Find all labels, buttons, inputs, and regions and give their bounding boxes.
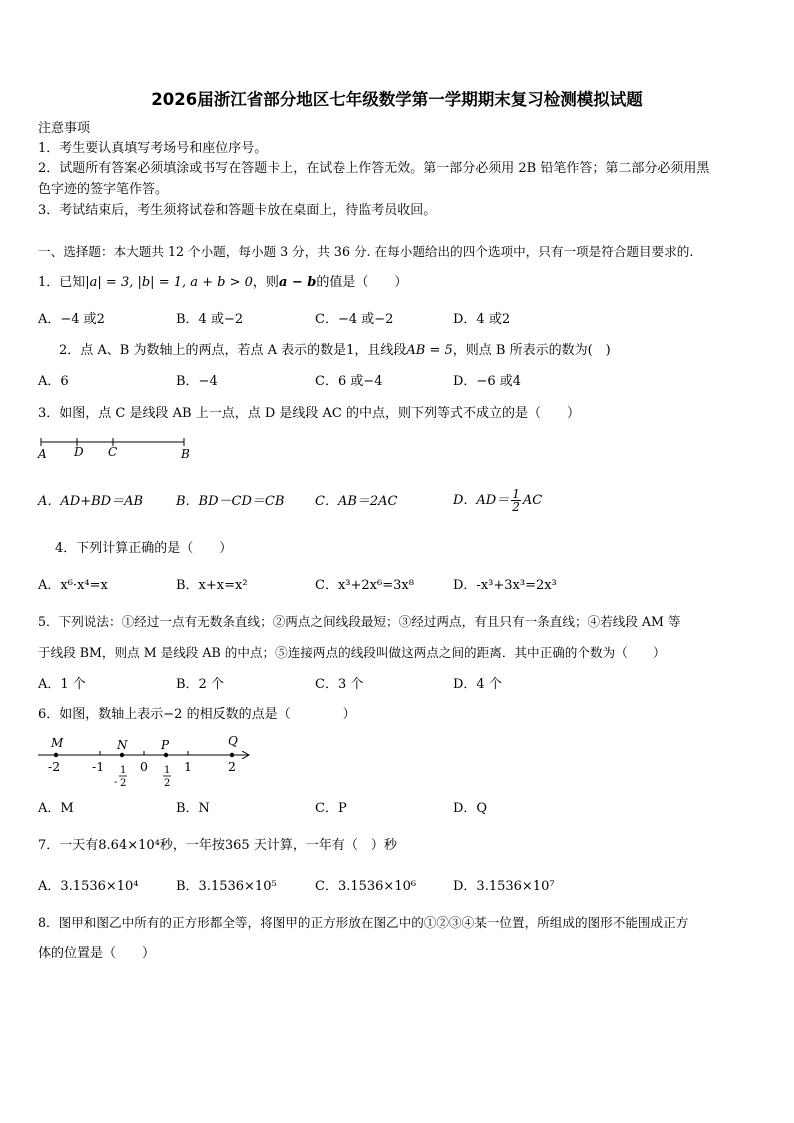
q2-option-b: B．−4 <box>176 374 218 389</box>
question-7-stem <box>38 837 397 855</box>
label-q: Q <box>228 734 238 748</box>
tick-label-1: 1 <box>184 759 192 774</box>
point-m <box>54 753 58 757</box>
q6-option-d: D．Q <box>453 801 488 816</box>
q3-option-a: A．AD+BD＝AB <box>38 494 144 509</box>
q1-stem-post: 的值是（ ） <box>316 275 408 290</box>
frac-pos-numerator: 1 <box>164 765 171 776</box>
q2-stem-pre: 2．点 A、B 为数轴上的两点，若点 A 表示的数是1，且线段 <box>59 343 407 358</box>
frac-neg-denominator: 2 <box>120 778 127 789</box>
q1-stem-pre: 1．已知 <box>38 275 86 290</box>
q3-option-b: B．BD－CD＝CB <box>176 494 285 509</box>
q5-option-b: B．2 个 <box>176 677 224 692</box>
q7-option-c: C．3.1536×10⁶ <box>315 879 417 894</box>
q4-option-c: C．x³+2x⁶=3x⁸ <box>315 578 414 593</box>
q1-option-a: A．−4 或2 <box>38 312 105 327</box>
q1-expr: |a| = 3, |b| = 1, a + b > 0 <box>85 275 253 290</box>
frac-pos-denominator: 2 <box>164 778 171 789</box>
label-n: N <box>117 738 128 752</box>
label-p: P <box>161 738 170 752</box>
q2-option-d: D．−6 或4 <box>453 374 521 389</box>
label-m: M <box>51 736 64 750</box>
q1-option-b: B．4 或−2 <box>176 312 244 327</box>
q3-option-d-pre: D．AD＝ <box>453 493 510 508</box>
q7-stem-post: 秒，一年按365 天计算，一年有（ ）秒 <box>159 838 397 853</box>
fraction-numerator: 1 <box>512 487 520 501</box>
question-2-stem <box>59 342 611 360</box>
point-q <box>230 753 234 757</box>
fraction-denominator: 2 <box>512 500 520 514</box>
q5-option-c: C．3 个 <box>315 677 364 692</box>
q6-option-b: B．N <box>176 801 210 816</box>
q7-option-b: B．3.1536×10⁵ <box>176 879 277 894</box>
q1-option-d: D．4 或2 <box>453 312 511 327</box>
question-5-line2: 于线段 BM，则点 M 是线段 AB 的中点；⑤连接两点的线段叫做这两点之间的距离．其中正确的个数为（ ） <box>38 645 666 660</box>
question-8-line1: 8．图甲和图乙中所有的正方形都全等，将图甲的正方形放在图乙中的①②③④某一位置，所组成的图形不能围成正方 <box>38 915 689 930</box>
label-b: B <box>181 447 190 461</box>
label-d: D <box>74 445 84 459</box>
q1-option-c: C．−4 或−2 <box>315 312 394 327</box>
q1-stem-mid: ，则 <box>252 275 279 290</box>
label-c: C <box>108 445 118 459</box>
question-6-stem: 6．如图，数轴上表示−2 的相反数的点是（ ） <box>38 707 356 722</box>
q3-segment-figure <box>36 434 206 464</box>
point-p <box>164 753 168 757</box>
q7-option-d: D．3.1536×10⁷ <box>453 879 555 894</box>
question-3-stem: 3．如图，点 C 是线段 AB 上一点，点 D 是线段 AC 的中点，则下列等式不成立的是（ ） <box>38 406 580 421</box>
q6-number-line <box>34 733 264 791</box>
q4-option-d: D．-x³+3x³=2x³ <box>453 578 557 593</box>
q5-option-a: A．1 个 <box>38 677 86 692</box>
question-1-stem <box>38 274 407 292</box>
notice-item: 1．考生要认真填写考场号和座位序号。 <box>38 141 268 156</box>
notice-item: 2．试题所有答案必须填涂或书写在答题卡上，在试卷上作答无效。第一部分必须用 2B 铅笔作答；第二部分必须用黑 <box>38 161 710 176</box>
notice-item: 3．考试结束后，考生须将试卷和答题卡放在桌面上，待监考员收回。 <box>38 203 437 218</box>
q2-expr: AB = 5 <box>406 343 453 358</box>
question-8-line2: 体的位置是（ ） <box>38 946 156 961</box>
q3-option-d <box>453 484 542 518</box>
q3-option-c: C．AB＝2AC <box>315 494 398 509</box>
tick-label-0: 0 <box>140 759 148 774</box>
q2-option-a: A．6 <box>38 374 69 389</box>
point-n <box>120 753 124 757</box>
frac-neg-sign: - <box>114 777 118 788</box>
q5-option-d: D．4 个 <box>453 677 502 692</box>
q3-option-d-post: AC <box>522 493 543 508</box>
q2-option-c: C．6 或−4 <box>315 374 383 389</box>
q7-option-a: A．3.1536×10⁴ <box>38 879 139 894</box>
frac-neg-numerator: 1 <box>120 765 127 776</box>
q6-option-c: C．P <box>315 801 347 816</box>
page-title: 2026届浙江省部分地区七年级数学第一学期期末复习检测模拟试题 <box>151 90 643 109</box>
section-heading: 一、选择题：本大题共 12 个小题，每小题 3 分，共 36 分. 在每小题给出的四个选项中，只有一项是符合题目要求的. <box>38 244 694 259</box>
question-5-line1: 5．下列说法：①经过一点有无数条直线；②两点之间线段最短；③经过两点，有且只有一条直线；④若线段 AM 等 <box>38 614 681 629</box>
q4-option-b: B．x+x=x² <box>176 578 248 593</box>
q2-stem-post: ，则点 B 所表示的数为( ) <box>452 343 611 358</box>
tick-label-minus-2: -2 <box>48 759 61 774</box>
q6-option-a: A．M <box>38 801 74 816</box>
notice-item: 色字迹的签字笔作答。 <box>38 182 169 197</box>
q4-option-a: A．x⁶·x⁴=x <box>38 578 108 593</box>
question-4-stem: 4．下列计算正确的是（ ） <box>55 541 233 556</box>
notice-heading: 注意事项 <box>38 121 91 136</box>
q3-fraction <box>511 488 521 513</box>
q7-stem-pre: 7．一天有 <box>38 838 99 853</box>
q1-expr2: a − b <box>278 275 317 290</box>
label-a: A <box>38 447 47 461</box>
tick-label-minus-1: -1 <box>92 759 105 774</box>
q7-expr: 8.64×10⁴ <box>98 838 160 853</box>
tick-label-2: 2 <box>228 759 236 774</box>
